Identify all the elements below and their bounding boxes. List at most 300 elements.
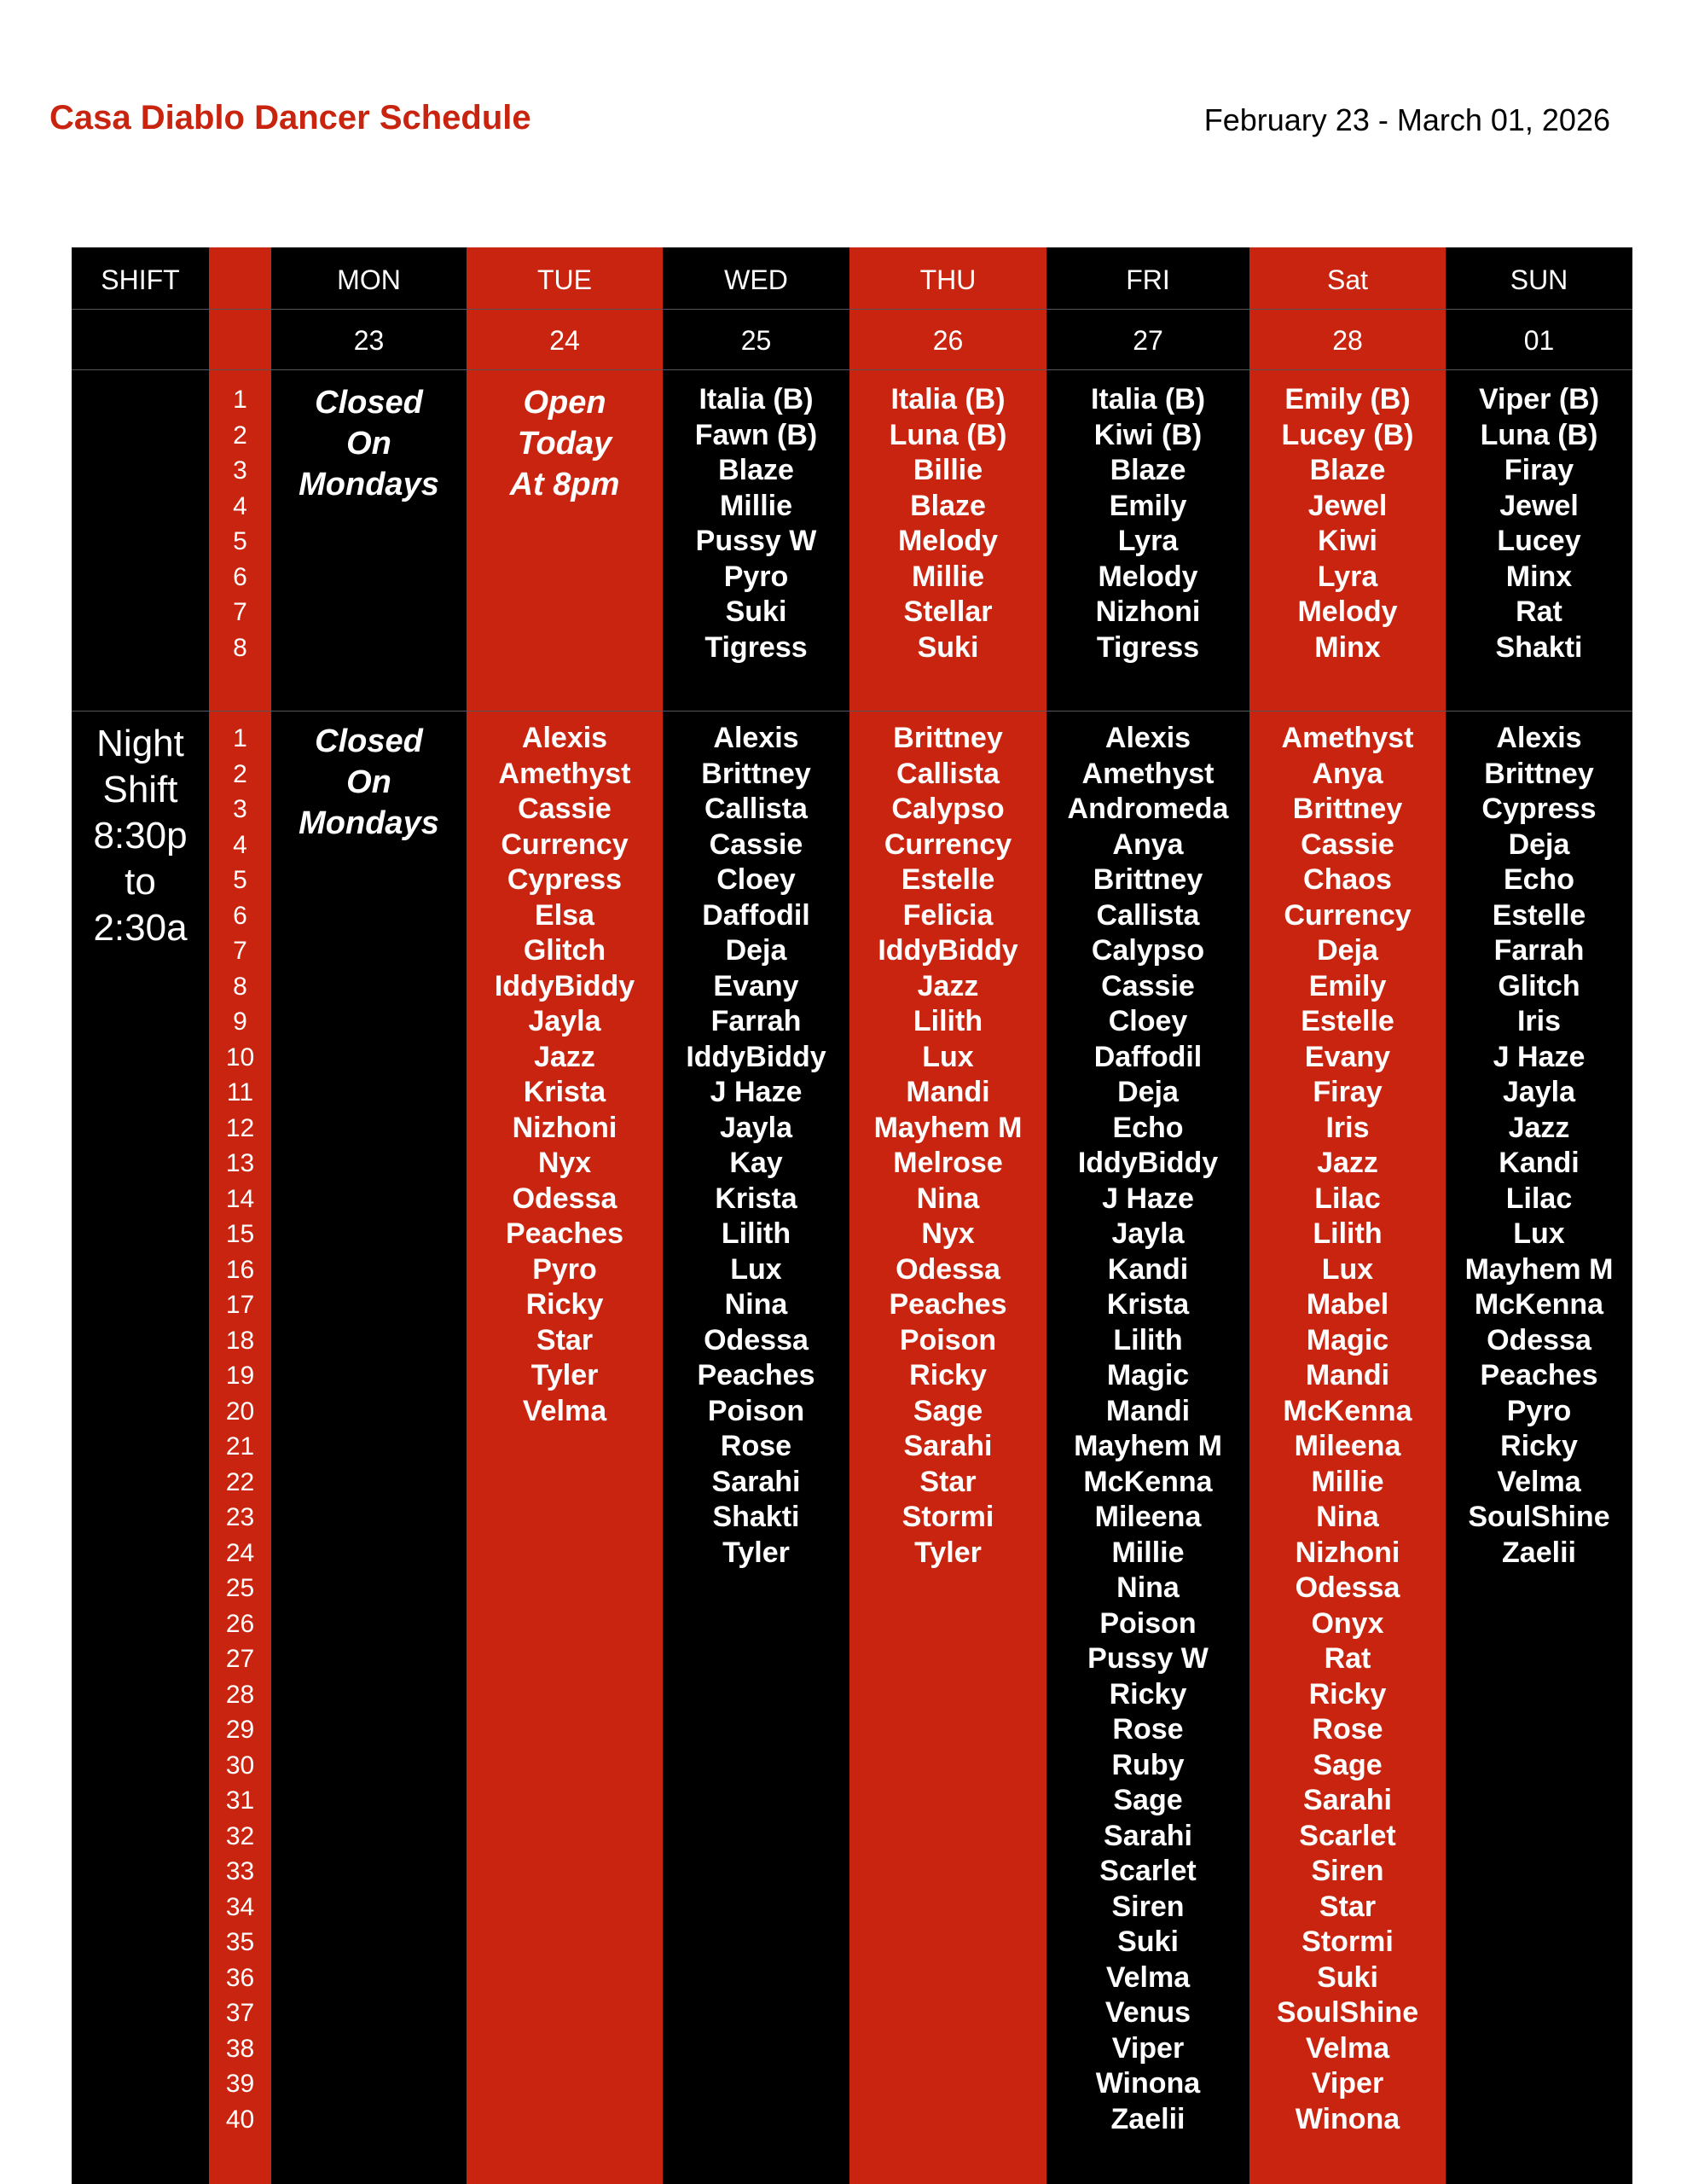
- dancer-name: Blaze: [1309, 454, 1386, 486]
- shift-divider: [72, 711, 1632, 712]
- night-shift-note: [271, 721, 467, 844]
- dancer-name: Viper: [1111, 2031, 1185, 2065]
- date-header: 23: [353, 325, 385, 356]
- slot-number: 39: [225, 2070, 255, 2098]
- dancer-name: Rose: [720, 1430, 792, 1462]
- slot-number: 36: [225, 1963, 255, 1992]
- dancer-name: Kiwi (B): [1093, 418, 1203, 451]
- dancer-name: Lucey: [1497, 525, 1581, 557]
- dancer-name: Estelle: [1492, 898, 1586, 932]
- dancer-name: Mayhem M: [1464, 1252, 1614, 1286]
- dancer-name: Cloey: [1108, 1005, 1188, 1037]
- night-shift-list: [1046, 721, 1249, 2137]
- slot-number: 34: [225, 1892, 255, 1921]
- dancer-name: Jewel: [1499, 489, 1579, 522]
- dancer-name: Lyra: [1117, 525, 1179, 557]
- dancer-name: SoulShine: [1468, 1501, 1610, 1533]
- dancer-name: Cassie: [1101, 969, 1195, 1002]
- dancer-name: Sage: [913, 1394, 983, 1427]
- slot-number: 25: [225, 1574, 255, 1602]
- dancer-name: Daffodil: [702, 898, 810, 932]
- dancer-name: SoulShine: [1276, 1996, 1419, 2029]
- day-column-fri: [1046, 247, 1250, 2184]
- slot-number: 18: [225, 1326, 255, 1355]
- dancer-name: J Haze: [710, 1076, 803, 1108]
- slot-number: 21: [225, 1432, 255, 1461]
- dancer-name: Andromeda: [1067, 793, 1229, 825]
- dancer-name: Millie: [719, 489, 793, 522]
- dancer-name: Onyx: [1311, 1606, 1384, 1640]
- dancer-name: Echo: [1112, 1111, 1184, 1144]
- dancer-name: Odessa: [1487, 1323, 1591, 1356]
- dancer-name: Alexis: [1496, 722, 1582, 754]
- slot-number: 2: [233, 759, 247, 788]
- dancer-name: Magic: [1106, 1359, 1190, 1391]
- slot-number: 3: [233, 795, 247, 823]
- dancer-name: Callista: [896, 757, 1000, 790]
- dancer-name: Rat: [1516, 595, 1562, 628]
- dancer-name: Nina: [916, 1182, 980, 1215]
- dancer-name: IddyBiddy: [878, 934, 1018, 967]
- dancer-name: Alexis: [521, 722, 608, 754]
- shift-header: SHIFT: [101, 264, 180, 295]
- date-header: 25: [740, 325, 772, 356]
- dancer-name: Scarlet: [1299, 1819, 1396, 1852]
- dancer-name: Alexis: [1104, 722, 1191, 754]
- dancer-name: Viper: [1311, 2067, 1384, 2100]
- night-shift-list: [1249, 721, 1446, 2137]
- dancer-name: Siren: [1311, 1855, 1384, 1887]
- dancer-name: Brittney: [893, 722, 1003, 754]
- dancer-name: Krista: [523, 1076, 606, 1108]
- slot-number: 4: [233, 830, 247, 859]
- night-shift-label-line: 2:30a: [93, 907, 188, 949]
- dancer-name: Tyler: [530, 1359, 599, 1391]
- dancer-name: Firay: [1504, 454, 1574, 486]
- slot-number: 15: [225, 1220, 255, 1248]
- slot-number: 1: [233, 386, 247, 414]
- dancer-name: McKenna: [1083, 1465, 1213, 1498]
- dancer-name: Millie: [1111, 1536, 1185, 1569]
- dancer-name: Nizhoni: [1095, 595, 1201, 628]
- slot-number: 14: [225, 1184, 255, 1213]
- dancer-name: Ricky: [909, 1359, 987, 1391]
- dancer-name: Velma: [1305, 2031, 1390, 2065]
- dancer-name: Amethyst: [1281, 722, 1414, 754]
- dancer-name: Lilith: [1113, 1323, 1183, 1356]
- day-column-tue: [467, 247, 664, 2184]
- dancer-name: Cloey: [716, 863, 796, 896]
- dancer-name: Melody: [1297, 595, 1398, 628]
- dancer-name: J Haze: [1493, 1040, 1586, 1073]
- note-line: Closed: [315, 385, 423, 421]
- dancer-name: Evany: [713, 969, 799, 1002]
- dancer-name: Krista: [1106, 1288, 1190, 1321]
- slot-number: 3: [233, 456, 247, 485]
- slot-number: 16: [225, 1255, 255, 1284]
- slot-number: 22: [225, 1467, 255, 1496]
- dancer-name: Estelle: [901, 863, 995, 896]
- night-shift-label-line: Night: [96, 723, 184, 764]
- dancer-name: Suki: [1317, 1960, 1378, 1994]
- slot-number: 1: [233, 724, 247, 752]
- dancer-name: Zaelii: [1502, 1536, 1576, 1569]
- dancer-name: Nyx: [921, 1217, 975, 1250]
- dancer-name: Deja: [725, 934, 787, 967]
- dancer-name: Deja: [1117, 1076, 1179, 1108]
- dancer-name: Peaches: [697, 1359, 815, 1391]
- dancer-name: Velma: [1105, 1960, 1191, 1994]
- day-shift-list: [1046, 382, 1249, 665]
- night-shift-label-line: 8:30p: [93, 815, 188, 857]
- day-slot-numbers: [209, 382, 271, 665]
- dancer-name: Amethyst: [498, 757, 631, 790]
- dancer-name: Currency: [501, 828, 629, 861]
- dancer-name: Stormi: [901, 1501, 994, 1533]
- dancer-name: Cypress: [507, 863, 623, 896]
- dancer-name: Italia (B): [699, 383, 814, 415]
- dancer-name: Luna (B): [889, 418, 1007, 451]
- night-shift-list: [1446, 721, 1632, 1571]
- slot-number: 30: [225, 1751, 255, 1780]
- day-shift-note: [271, 382, 467, 505]
- dancer-name: Glitch: [1498, 969, 1580, 1002]
- dancer-name: McKenna: [1283, 1394, 1412, 1427]
- slot-number: 2: [233, 421, 247, 450]
- dancer-name: Pyro: [723, 560, 789, 593]
- dancer-name: Mandi: [1305, 1359, 1390, 1391]
- night-shift-list: [663, 721, 849, 1571]
- dancer-name: Ricky: [1308, 1677, 1387, 1711]
- dancer-name: Stellar: [903, 595, 993, 628]
- dancer-name: Velma: [522, 1394, 607, 1427]
- slot-number-column: [209, 247, 272, 2184]
- slot-number: 33: [225, 1857, 255, 1885]
- note-line: Closed: [315, 723, 423, 759]
- dancer-name: Jayla: [1111, 1217, 1185, 1250]
- dancer-name: Calypso: [891, 793, 1005, 825]
- night-slot-numbers: [209, 721, 271, 2137]
- dancer-name: Italia (B): [1090, 383, 1206, 415]
- dancer-name: Pyro: [532, 1252, 597, 1286]
- slot-number: 37: [225, 1999, 255, 2027]
- slot-number: 7: [233, 598, 247, 626]
- dancer-name: Currency: [1284, 898, 1412, 932]
- dancer-name: Kiwi: [1318, 525, 1377, 557]
- slot-number: 8: [233, 972, 247, 1001]
- dancer-name: Blaze: [1110, 454, 1186, 486]
- slot-number: 28: [225, 1680, 255, 1709]
- day-header: FRI: [1126, 264, 1170, 295]
- dancer-name: IddyBiddy: [494, 969, 635, 1002]
- dancer-name: Alexis: [713, 722, 799, 754]
- dancer-name: Suki: [1117, 1926, 1179, 1958]
- date-header: 01: [1523, 325, 1555, 356]
- dancer-name: Callista: [704, 793, 808, 825]
- dancer-name: Star: [536, 1323, 594, 1356]
- day-column-sat: [1249, 247, 1446, 2184]
- dancer-name: Lilac: [1314, 1182, 1381, 1215]
- dancer-name: Deja: [1317, 934, 1378, 967]
- dancer-name: Callista: [1096, 898, 1200, 932]
- slot-number: 6: [233, 901, 247, 930]
- dancer-name: Venus: [1104, 1996, 1191, 2029]
- day-column-sun: [1446, 247, 1632, 2184]
- day-shift-list: [1446, 382, 1632, 665]
- note-line: On: [346, 764, 391, 800]
- dancer-name: Cassie: [518, 793, 612, 825]
- note-line: On: [346, 426, 391, 462]
- dancer-name: Star: [1319, 1890, 1377, 1923]
- note-line: Mondays: [299, 467, 439, 502]
- dancer-name: Lilith: [721, 1217, 791, 1250]
- dancer-name: Emily (B): [1284, 383, 1411, 415]
- dancer-name: Farrah: [710, 1005, 802, 1037]
- dancer-name: Emily: [1109, 489, 1187, 522]
- dancer-name: Peaches: [1480, 1359, 1598, 1391]
- dancer-name: Shakti: [712, 1501, 800, 1533]
- dancer-name: McKenna: [1474, 1288, 1604, 1321]
- dancer-name: Nina: [724, 1288, 788, 1321]
- day-header: MON: [337, 264, 401, 295]
- dancer-name: Sage: [1313, 1748, 1383, 1781]
- dancer-name: Ricky: [1500, 1430, 1578, 1462]
- dancer-name: Siren: [1111, 1890, 1185, 1923]
- dancer-name: Ricky: [525, 1288, 604, 1321]
- day-column-mon: [271, 247, 467, 2184]
- dancer-name: Elsa: [535, 898, 594, 932]
- night-shift-list: [849, 721, 1046, 1571]
- dancer-name: Jayla: [719, 1111, 793, 1144]
- dancer-name: Kay: [729, 1147, 783, 1179]
- dancer-name: Evany: [1304, 1040, 1391, 1073]
- night-shift-label-line: to: [125, 861, 156, 903]
- dancer-name: Melody: [1098, 560, 1198, 593]
- dancer-name: Tigress: [704, 630, 808, 664]
- dancer-name: Mabel: [1306, 1288, 1389, 1321]
- dancer-name: Poison: [1099, 1606, 1197, 1640]
- dancer-name: Brittney: [1292, 793, 1403, 825]
- dancer-name: Luna (B): [1480, 418, 1598, 451]
- day-shift-note: [467, 382, 663, 505]
- night-shift-list: [467, 721, 663, 1429]
- date-header: 24: [549, 325, 580, 356]
- day-header: Sat: [1326, 264, 1369, 295]
- dancer-name: Cassie: [709, 828, 803, 861]
- dancer-name: Velma: [1497, 1465, 1581, 1498]
- date-header: 26: [932, 325, 964, 356]
- dancer-name: Rat: [1324, 1642, 1371, 1675]
- dancer-name: Fawn (B): [694, 418, 818, 451]
- dancer-name: Winona: [1295, 2102, 1400, 2135]
- slot-number: 32: [225, 1821, 255, 1850]
- dancer-name: Lyra: [1317, 560, 1378, 593]
- dancer-name: Shakti: [1495, 630, 1583, 664]
- slot-number: 31: [225, 1786, 255, 1815]
- dancer-name: Brittney: [1093, 863, 1203, 896]
- dancer-name: Lucey (B): [1281, 418, 1414, 451]
- dancer-name: Zaelii: [1110, 2102, 1186, 2135]
- dancer-name: Blaze: [718, 454, 794, 486]
- dancer-name: Krista: [715, 1182, 797, 1215]
- dancer-name: Lilith: [1313, 1217, 1383, 1250]
- dancer-name: Mandi: [906, 1076, 990, 1108]
- dancer-name: Felicia: [902, 898, 994, 932]
- dancer-name: Lux: [1321, 1252, 1374, 1286]
- dancer-name: Blaze: [910, 489, 986, 522]
- dancer-name: Kandi: [1107, 1252, 1189, 1286]
- dancer-name: Sarahi: [1303, 1784, 1392, 1816]
- day-header: SUN: [1510, 264, 1568, 295]
- dancer-name: Farrah: [1493, 934, 1585, 967]
- dancer-name: Tyler: [722, 1536, 790, 1569]
- dancer-name: Mayhem M: [873, 1111, 1023, 1144]
- dancer-name: Magic: [1306, 1323, 1389, 1356]
- dancer-name: Odessa: [704, 1323, 809, 1356]
- dancer-name: Jayla: [528, 1005, 601, 1037]
- slot-number: 10: [225, 1043, 255, 1072]
- dancer-name: Jayla: [1502, 1076, 1576, 1108]
- date-divider: [72, 369, 1632, 370]
- slot-number: 35: [225, 1928, 255, 1956]
- day-shift-list: [663, 382, 849, 665]
- dancer-name: Daffodil: [1093, 1040, 1203, 1073]
- dancer-name: IddyBiddy: [1077, 1147, 1219, 1179]
- slot-number: 5: [233, 527, 247, 555]
- slot-number: 8: [233, 633, 247, 662]
- note-line: Mondays: [299, 805, 439, 841]
- dancer-name: Pyro: [1506, 1394, 1572, 1427]
- dancer-name: Firay: [1313, 1076, 1383, 1108]
- day-shift-list: [849, 382, 1046, 665]
- dancer-name: Estelle: [1301, 1005, 1394, 1037]
- slot-number: 40: [225, 2105, 255, 2134]
- dancer-name: Sarahi: [1104, 1819, 1192, 1852]
- dancer-name: Billie: [913, 454, 983, 486]
- schedule-table: [72, 247, 1632, 2184]
- dancer-name: Anya: [1112, 828, 1184, 861]
- dancer-name: Poison: [707, 1394, 805, 1427]
- dancer-name: Viper (B): [1478, 383, 1600, 415]
- dancer-name: Sarahi: [903, 1430, 993, 1462]
- slot-number: 27: [225, 1645, 255, 1673]
- dancer-name: Pussy W: [695, 525, 817, 557]
- day-header: TUE: [537, 264, 592, 295]
- dancer-name: Minx: [1505, 560, 1573, 593]
- dancer-name: Jewel: [1307, 489, 1388, 522]
- dancer-name: Jazz: [1508, 1111, 1570, 1144]
- slot-number: 20: [225, 1397, 255, 1426]
- dancer-name: Poison: [899, 1323, 997, 1356]
- dancer-name: Peaches: [889, 1288, 1007, 1321]
- slot-number: 9: [233, 1008, 247, 1036]
- dancer-name: Brittney: [701, 757, 811, 790]
- dancer-name: Mileena: [1094, 1501, 1202, 1533]
- slot-number: 24: [225, 1538, 255, 1567]
- dancer-name: Lux: [1513, 1217, 1565, 1250]
- dancer-name: Emily: [1308, 969, 1387, 1002]
- dancer-name: Jazz: [917, 969, 979, 1002]
- dancer-name: Mileena: [1294, 1430, 1401, 1462]
- dancer-name: Anya: [1312, 757, 1383, 790]
- slot-number: 7: [233, 937, 247, 965]
- slot-number: 26: [225, 1609, 255, 1638]
- dancer-name: Peaches: [506, 1217, 623, 1250]
- dancer-name: Lux: [730, 1252, 782, 1286]
- dancer-name: Millie: [911, 560, 985, 593]
- dancer-name: Mayhem M: [1074, 1430, 1222, 1462]
- dancer-name: Cassie: [1301, 828, 1394, 861]
- dancer-name: Jazz: [1317, 1147, 1378, 1179]
- slot-number: 23: [225, 1503, 255, 1531]
- slot-number: 17: [225, 1291, 255, 1319]
- slot-number: 4: [233, 491, 247, 520]
- dancer-name: Amethyst: [1081, 757, 1215, 790]
- dancer-name: Rose: [1112, 1713, 1184, 1745]
- dancer-name: Italia (B): [890, 383, 1006, 415]
- dancer-name: Lilith: [913, 1005, 983, 1037]
- dancer-name: Brittney: [1484, 757, 1594, 790]
- header-divider: [72, 309, 1632, 310]
- dancer-name: Nizhoni: [512, 1111, 617, 1144]
- date-header: 28: [1332, 325, 1363, 356]
- dancer-name: Lilac: [1505, 1182, 1573, 1215]
- dancer-name: Millie: [1311, 1465, 1384, 1498]
- dancer-name: Currency: [884, 828, 1012, 861]
- slot-number: 29: [225, 1716, 255, 1744]
- dancer-name: Calypso: [1091, 934, 1205, 967]
- dancer-name: Odessa: [512, 1182, 617, 1215]
- dancer-name: Deja: [1508, 828, 1570, 861]
- dancer-name: Sarahi: [711, 1465, 801, 1498]
- dancer-name: Odessa: [896, 1252, 1000, 1286]
- note-line: Open: [523, 385, 606, 421]
- dancer-name: Minx: [1314, 630, 1381, 664]
- dancer-name: Nina: [1116, 1571, 1180, 1604]
- day-header: WED: [724, 264, 788, 295]
- dancer-name: Chaos: [1303, 863, 1392, 896]
- dancer-name: Mandi: [1105, 1394, 1191, 1427]
- dancer-name: IddyBiddy: [686, 1040, 826, 1073]
- dancer-name: Melrose: [893, 1147, 1003, 1179]
- slot-number: 19: [225, 1362, 255, 1390]
- dancer-name: Winona: [1095, 2067, 1201, 2100]
- dancer-name: Odessa: [1295, 1571, 1400, 1604]
- dancer-name: Suki: [917, 630, 979, 664]
- day-column-thu: [849, 247, 1047, 2184]
- dancer-name: Suki: [725, 595, 787, 628]
- dancer-name: J Haze: [1102, 1182, 1194, 1215]
- slot-number: 5: [233, 866, 247, 894]
- dancer-name: Star: [919, 1465, 977, 1498]
- dancer-name: Ruby: [1111, 1748, 1185, 1781]
- dancer-name: Scarlet: [1099, 1855, 1197, 1887]
- night-shift-label-line: Shift: [102, 769, 178, 810]
- dancer-name: Cypress: [1481, 793, 1597, 825]
- slot-number: 38: [225, 2034, 255, 2063]
- date-header: 27: [1133, 325, 1163, 356]
- dancer-name: Tyler: [914, 1536, 982, 1569]
- slot-number: 13: [225, 1149, 255, 1177]
- day-shift-list: [1249, 382, 1446, 665]
- dancer-name: Iris: [1325, 1111, 1370, 1144]
- dancer-name: Nizhoni: [1295, 1536, 1400, 1569]
- dancer-name: Glitch: [523, 934, 606, 967]
- dancer-name: Nyx: [537, 1147, 592, 1179]
- shift-column: [72, 247, 210, 2184]
- dancer-name: Ricky: [1109, 1677, 1187, 1711]
- dancer-name: Rose: [1312, 1713, 1383, 1745]
